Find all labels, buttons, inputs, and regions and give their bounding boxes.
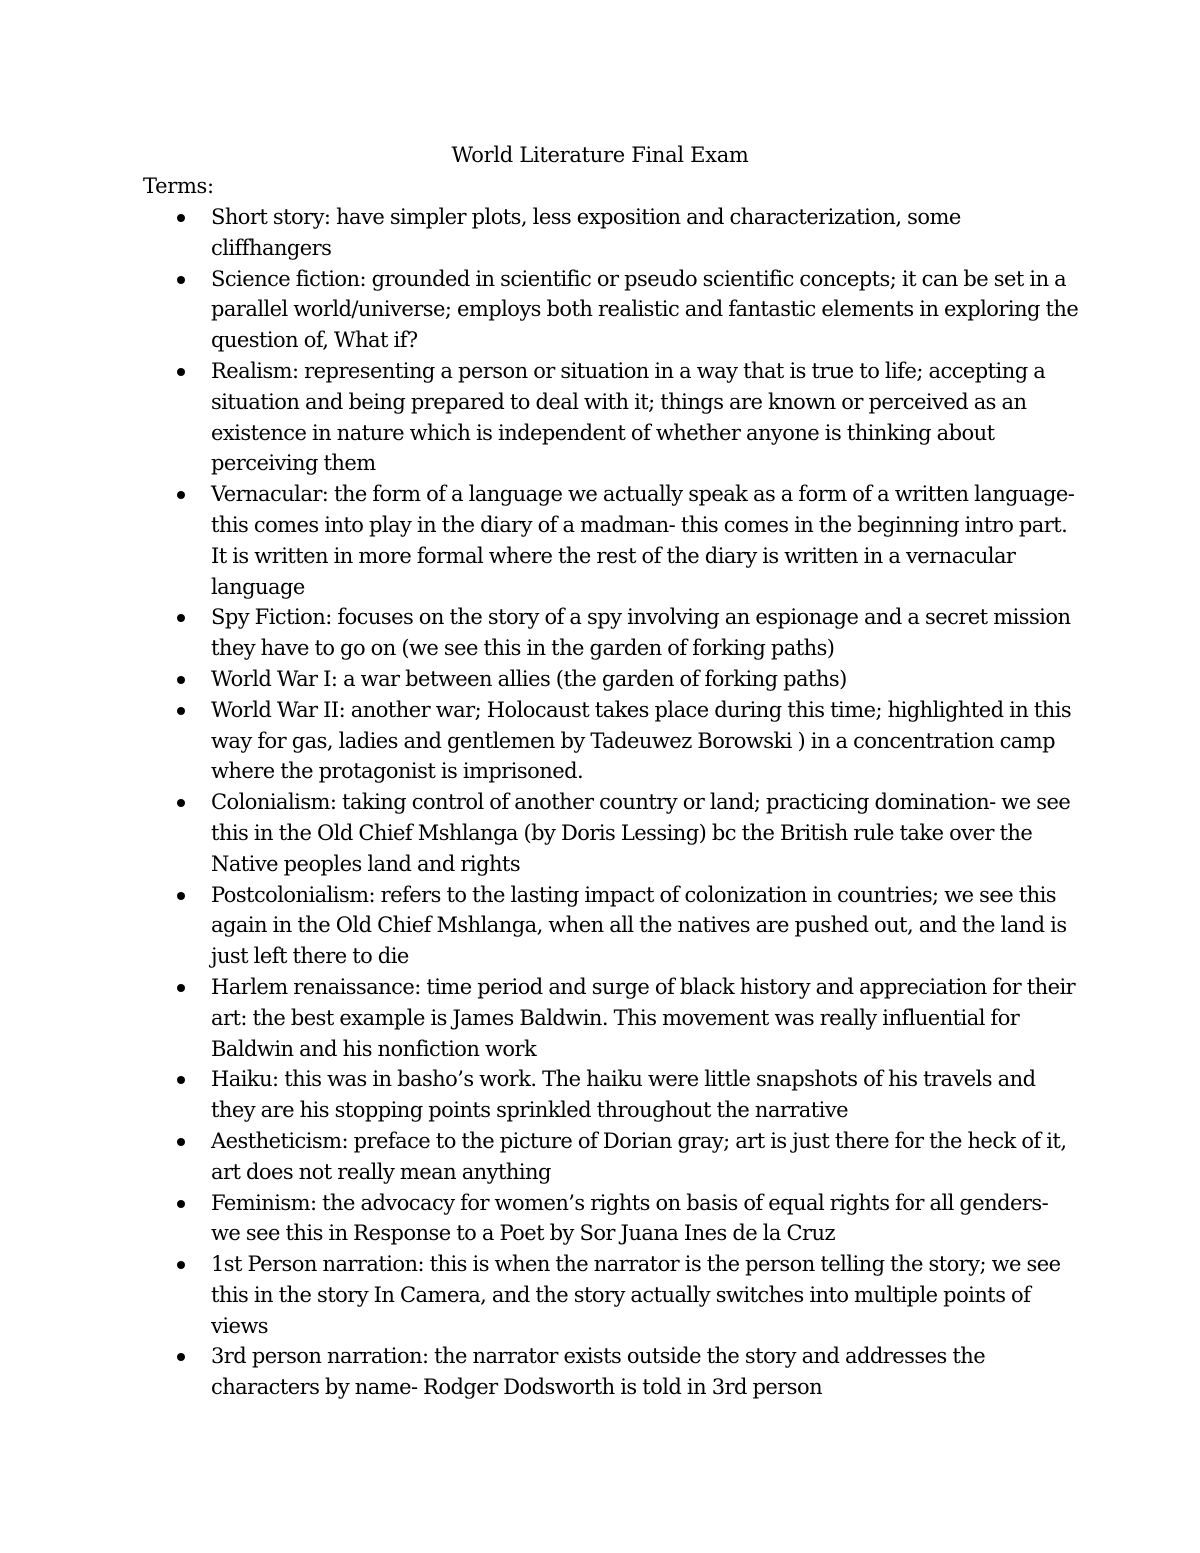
list-item — [211, 664, 1081, 695]
bullet-icon — [177, 614, 185, 622]
list-item — [211, 602, 1081, 664]
list-item — [211, 264, 1081, 356]
term-text: World War I: a war between allies (the garden of forking paths) — [211, 666, 847, 691]
bullet-icon — [177, 676, 185, 684]
term-text: Haiku: this was in basho’s work. The haiku were little snapshots of his travels and they are his stopping points sprinkled throughout the narrative — [211, 1067, 1036, 1123]
list-item — [211, 880, 1081, 972]
term-text: Short story: have simpler plots, less exposition and characterization, some cliffhangers — [211, 205, 961, 260]
bullet-icon — [177, 984, 185, 992]
term-text: 3rd person narration: the narrator exists outside the story and addresses the characters by name- Rodger Dodsworth is told in 3rd person — [211, 1344, 986, 1400]
list-item — [211, 479, 1081, 602]
bullet-icon — [177, 1200, 185, 1208]
bullet-icon — [177, 1076, 185, 1084]
section-label-terms: Terms: — [143, 174, 214, 198]
term-text: World War II: another war; Holocaust takes place during this time; highlighted in this way for gas, ladies and gentlemen by Tadeuwez Borowski ) in a concentration camp where the protagonist is imprisoned. — [211, 697, 1072, 784]
list-item — [211, 1064, 1081, 1126]
list-item — [211, 356, 1081, 479]
term-text: Aestheticism: preface to the picture of Dorian gray; art is just there for the heck of it, art does not really mean anything — [211, 1128, 1067, 1184]
term-text: Spy Fiction: focuses on the story of a spy involving an espionage and a secret mission they have to go on (we see this in the garden of forking paths) — [211, 605, 1071, 661]
list-item — [211, 1188, 1081, 1250]
page-title: World Literature Final Exam — [451, 143, 749, 167]
term-text: Vernacular: the form of a language we actually speak as a form of a written language- this comes into play in the diary of a madman- this comes in the beginning intro part. It is written in more formal where the rest of the diary is written in a vernacular language — [211, 482, 1075, 599]
list-item — [211, 972, 1081, 1064]
term-text: Harlem renaissance: time period and surge of black history and appreciation for their art: the best example is James Baldwin. This movement was really influential for Baldwin and his nonfiction work — [211, 974, 1076, 1061]
bullet-icon — [177, 491, 185, 499]
list-item — [211, 1341, 1081, 1403]
terms-list — [211, 202, 1081, 1403]
list-item — [211, 1249, 1081, 1341]
list-item — [211, 695, 1081, 787]
term-text: Postcolonialism: refers to the lasting impact of colonization in countries; we see this again in the Old Chief Mshlanga, when all the natives are pushed out, and the land is just left there to die — [211, 882, 1067, 969]
bullet-icon — [177, 892, 185, 900]
term-text: Realism: representing a person or situation in a way that is true to life; accepting a situation and being prepared to deal with it; things are known or perceived as an existence in nature which is independent of whether anyone is thinking about perceiving them — [211, 358, 1046, 476]
bullet-icon — [177, 707, 185, 715]
list-item — [211, 202, 1081, 264]
bullet-icon — [177, 368, 185, 376]
term-text: Colonialism: taking control of another country or land; practicing domination- we see this in the Old Chief Mshlanga (by Doris Lessing) bc the British rule take over the Native peoples land and rights — [211, 790, 1071, 876]
term-text: Science fiction: grounded in scientific or pseudo scientific concepts; it can be set in a parallel world/universe; employs both realistic and fantastic elements in exploring the question of, What if? — [211, 266, 1079, 353]
bullet-icon — [177, 799, 185, 807]
term-text: Feminism: the advocacy for women’s rights on basis of equal rights for all genders- we see this in Response to a Poet by Sor Juana Ines de la Cruz — [211, 1190, 1049, 1246]
bullet-icon — [177, 214, 185, 222]
bullet-icon — [177, 1261, 185, 1269]
bullet-icon — [177, 276, 185, 284]
term-text: 1st Person narration: this is when the narrator is the person telling the story; we see this in the story In Camera, and the story actually switches into multiple points of views — [211, 1252, 1061, 1338]
bullet-icon — [177, 1353, 185, 1361]
bullet-icon — [177, 1138, 185, 1146]
list-item — [211, 1126, 1081, 1188]
list-item — [211, 787, 1081, 879]
